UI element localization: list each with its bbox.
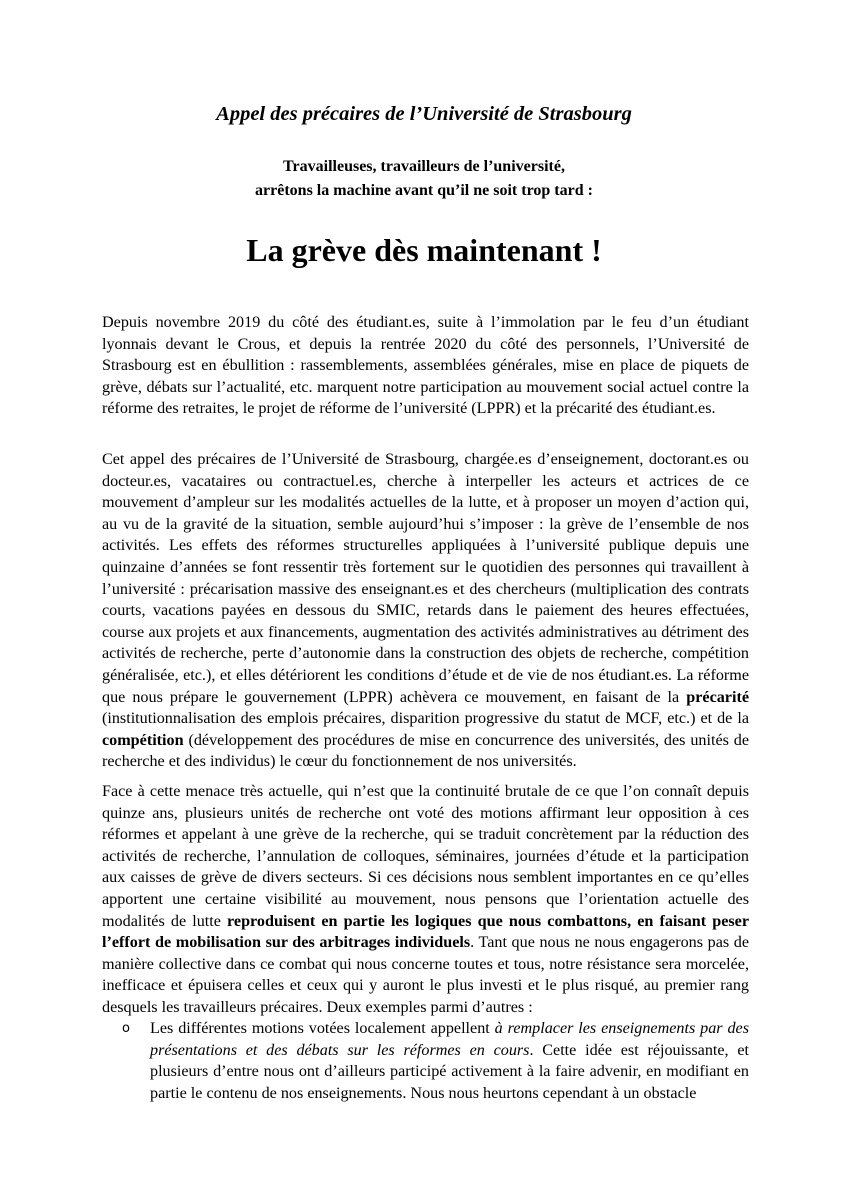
paragraph-3-bold: reproduisent en partie les logiques que nous combattons, en faisant peser l’effort de mobilisation sur des arbitrages individuels	[102, 912, 749, 952]
paragraph-2-text-b: (institutionnalisation des emplois précaires, disparition progressive du statut de MCF, etc.) et de la	[102, 710, 749, 728]
paragraph-3-text-a: Face à cette menace très actuelle, qui n’est que la continuité brutale de ce que l’on connaît depuis quinze ans, plusieurs unités de recherche ont voté des motions affirmant leur opposition à ces réformes et appelant à une grève de la recherche, qui se traduit concrètement par la réduction des activités de recherche, l’annulation de colloques, séminaires, journées d’étude et la participation aux caisses de grève de divers secteurs. Si ces décisions nous semblent importantes en ce qu’elles apportent une certaine visibilité au mouvement, nous pensons que l’orientation actuelle des modalités de lutte	[102, 783, 749, 930]
paragraph-2-text-a: Cet appel des précaires de l’Université de Strasbourg, chargée.es d’enseignement, doctorant.es ou docteur.es, vacataires ou contractuel.es, cherche à interpeller les acteurs et actrices de ce mouvement d’ampleur sur les modalités actuelles de la lutte, et à proposer un moyen d’action qui, au vu de la gravité de la situation, semble aujourd’hui s’imposer : la grève de l’ensemble de nos activités. Les effets des réformes structurelles appliquées à l’université publique depuis une quinzaine d’années se font ressentir très fortement sur le quotidien des personnes qui travaillent à l’université : précarisation massive des enseignant.es et des chercheurs (multiplication des contrats courts, vacations payées en dessous du SMIC, retards dans le paiement des heures effectuées, course aux projets et aux financements, augmentation des activités administratives au détriment des activités de recherche, perte d’autonomie dans la construction des objets de recherche, compétition généralisée, etc.), et elles détériorent les conditions d’étude et de vie de nos étudiant.es. La réforme que nous prépare le gouvernement (LPPR) achèvera ce mouvement, en faisant de la	[102, 451, 749, 706]
subtitle-line-1: Travailleuses, travailleurs de l’université,	[283, 158, 565, 175]
paragraph-3-text-b: . Tant que nous ne nous engagerons pas de manière collective dans ce combat qui nous concerne toutes et tous, notre résistance sera morcelée, inefficace et épuisera celles et ceux qui y auront le plus investi et le plus risqué, au premier rang desquels les travailleurs précaires. Deux exemples parmi d’autres :	[102, 934, 750, 1016]
paragraph-3	[102, 781, 749, 1019]
paragraph-2	[102, 449, 749, 773]
paragraph-2-bold-precarite: précarité	[686, 688, 749, 706]
bullet-item-1	[150, 1018, 749, 1104]
paragraph-2-text-c: (développement des procédures de mise en concurrence des universités, des unités de recherche et des individus) le cœur du fonctionnement de nos universités.	[102, 731, 749, 771]
document-subtitle	[0, 155, 848, 203]
bullet-1-text-b: . Cette idée est réjouissante, et plusieurs d’entre nous ont d’ailleurs participé activement à la faire advenir, en modifiant en partie le contenu de nos enseignements. Nous nous heurtons cependant à un obstacle	[150, 1041, 749, 1102]
bullet-1-text-a: Les différentes motions votées localement appellent	[150, 1020, 495, 1037]
paragraph-1: Depuis novembre 2019 du côté des étudiant.es, suite à l’immolation par le feu d’un étudiant lyonnais devant le Crous, et depuis la rentrée 2020 du côté des personnels, l’Université de Strasbourg est en ébullition : rassemblements, assemblées générales, mise en place de piquets de grève, débats sur l’actualité, etc. marquent notre participation au mouvement social actuel contre la réforme des retraites, le projet de réforme de l’université (LPPR) et la précarité des étudiant.es.	[102, 314, 749, 418]
subtitle-line-2: arrêtons la machine avant qu’il ne soit trop tard :	[255, 182, 593, 199]
bullet-marker: o	[122, 1021, 130, 1036]
bullet-1-italic: à remplacer les enseignements par des présentations et des débats sur les réformes en cours	[150, 1020, 749, 1059]
paragraph-2-bold-competition: compétition	[102, 731, 184, 749]
document-headline: La grève dès maintenant !	[246, 232, 602, 268]
document-title: Appel des précaires de l’Université de Strasbourg	[216, 103, 632, 125]
